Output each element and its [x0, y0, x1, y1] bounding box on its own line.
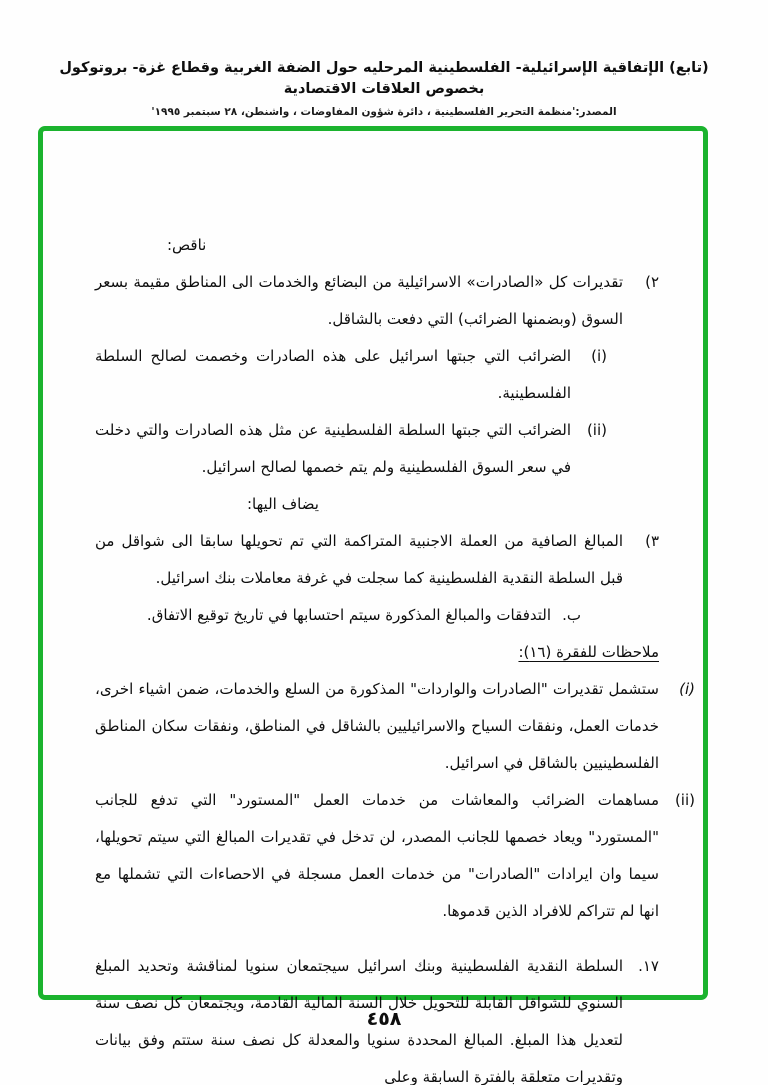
note-item-i-marker: (i): [679, 680, 695, 698]
sub-item-ii: [95, 412, 607, 486]
note-item-ii-text: مساهمات الضرائب والمعاشات من خدمات العمل "المستورد" التي تدفع للجانب "المستورد" ويعاد خصمها للجانب المصدر، لن تدخل في تقديرات المبالغ التي سيتم تحويلها، سيما وان ايرادات "الصادرات" من خدمات العمل مسجلة في الاحصاءات التي تشملها مع انها لم تتراكم للافراد الذين قدموها.: [95, 791, 659, 920]
list-item-3-marker: ٣): [645, 532, 659, 550]
note-item-ii-marker: (ii): [674, 791, 695, 809]
list-item-2-text: تقديرات كل «الصادرات» الاسرائيلية من البضائع والخدمات الى المناطق مقيمة بسعر السوق (وبضمنها الضرائب) التي دفعت بالشاقل.: [95, 273, 623, 328]
intro-label: ناقص:: [167, 236, 207, 254]
sub-item-ii-marker: (ii): [586, 421, 607, 439]
sub-item-i: [95, 338, 607, 412]
list-item-17-marker: ١٧.: [638, 957, 659, 975]
list-item-17-text: السلطة النقدية الفلسطينية وبنك اسرائيل سيجتمعان سنويا لمناقشة وتحديد المبلغ السنوي للشواقل القابلة للتحويل خلال السنة المالية القادمة، ويجتمعان كل نصف سنة لتعديل هذا المبلغ. المبالغ المحددة سنويا والمعدلة كل نصف سنة ستتم وفق بيانات وتقديرات متعلقة بالفترة السابقة وعلى: [95, 957, 623, 1085]
sub-item-i-text: الضرائب التي جبتها اسرائيل على هذه الصادرات وخصمت لصالح السلطة الفلسطينية.: [95, 347, 571, 402]
list-item-b-text: التدفقات والمبالغ المذكورة سيتم احتسابها في تاريخ توقيع الاتفاق.: [146, 606, 551, 624]
document-body: [95, 227, 695, 1085]
list-item-b: [95, 597, 581, 634]
list-item-2-marker: ٢): [645, 273, 659, 291]
page-number: ٤٥٨: [366, 1008, 402, 1030]
note-item-ii: [95, 782, 695, 930]
sub-item-i-marker: (i): [591, 347, 607, 365]
note-item-i-text: ستشمل تقديرات "الصادرات والواردات" المذكورة من السلع والخدمات، ضمن اشياء اخرى، خدمات العمل، ونفقات السياح والاسرائيليين بالشاقل في المناطق، ونفقات سكان المناطق الفلسطينيين بالشاقل في اسرائيل.: [95, 680, 659, 772]
note-item-i: [95, 671, 695, 782]
document-title: (تابع) الإتفاقية الإسرائيلية- الفلسطينية المرحليه حول الضفة الغربية وقطاع غزة- بروتوكول بخصوص العلاقات الاقتصادية: [59, 60, 709, 97]
document-source-line: المصدر:'منظمة التحرير الفلسطينية ، دائرة شؤون المفاوضات ، واشنطن، ٢٨ سبتمبر ١٩٩٥': [151, 106, 617, 118]
list-item-2: [95, 264, 659, 338]
list-item-3: [95, 523, 659, 597]
list-item-b-marker: ب.: [562, 606, 581, 624]
list-item-3-text: المبالغ الصافية من العملة الاجنبية المتراكمة التي تم تحويلها سابقا الى شواقل من قبل السلطة النقدية الفلسطينية كما سجلت في غرفة معاملات بنك اسرائيل.: [95, 532, 623, 587]
page-header: [0, 58, 768, 118]
notes-section-heading: ملاحظات للفقرة (١٦):: [518, 643, 659, 661]
addendum-label: يضاف اليها:: [247, 495, 319, 513]
sub-item-ii-text: الضرائب التي جبتها السلطة الفلسطينية عن مثل هذه الصادرات والتي دخلت في سعر السوق الفلسطينية ولم يتم خصمها لصالح اسرائيل.: [95, 421, 571, 476]
